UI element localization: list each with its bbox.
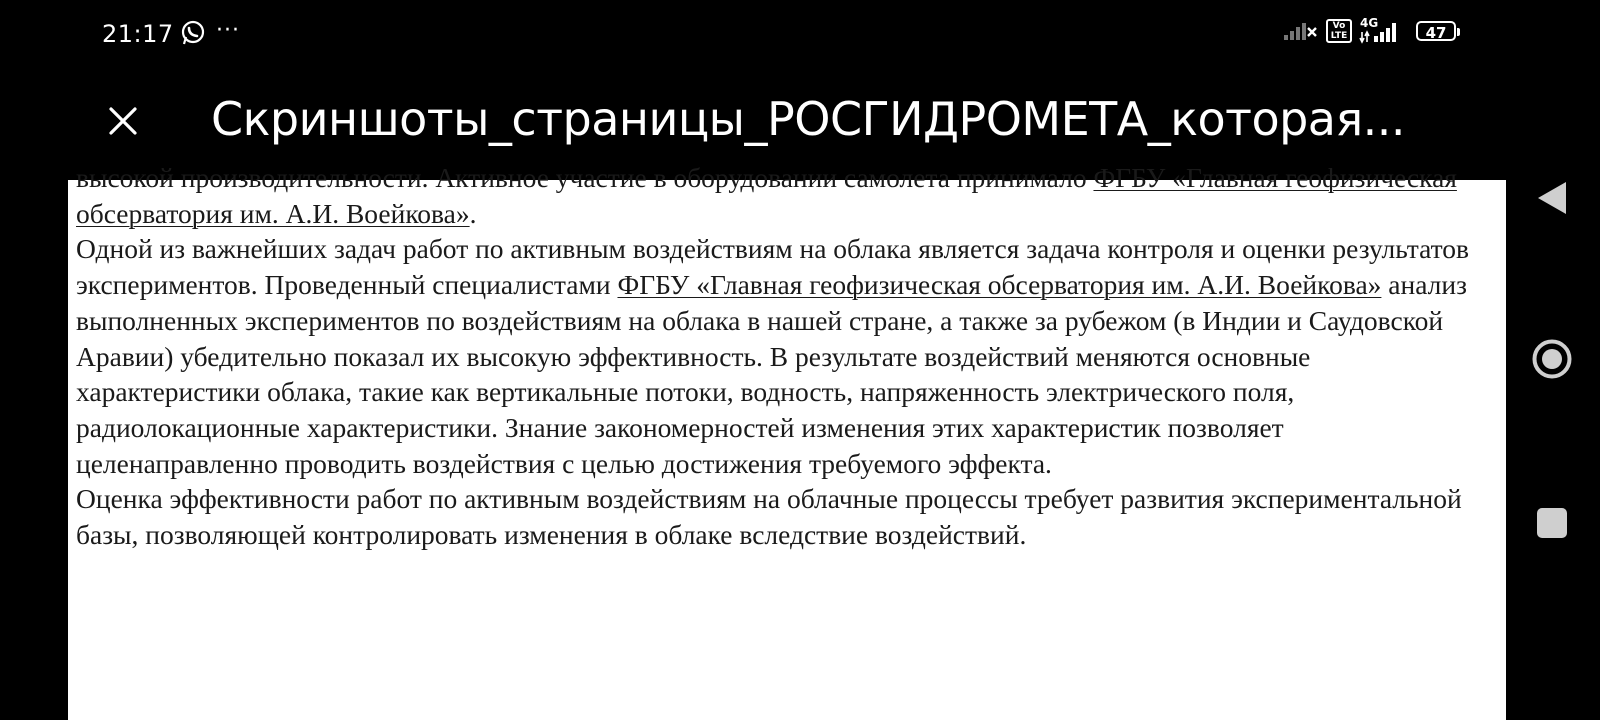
status-time: 21:17 xyxy=(102,20,174,48)
document-paragraph xyxy=(76,160,1476,231)
document-page[interactable] xyxy=(68,162,1506,720)
recents-icon[interactable] xyxy=(1537,508,1567,538)
whatsapp-icon xyxy=(180,20,206,46)
signal-icon xyxy=(1284,20,1318,42)
document-paragraph xyxy=(76,481,1476,552)
paragraph-text: Оценка эффективности работ по активным воздействиям на облачные процессы требует развития экспериментальной базы, позволяющей контролировать изменения в облаке вследствие воздействий. xyxy=(76,483,1462,551)
status-more-icon: ··· xyxy=(216,18,240,43)
status-bar xyxy=(68,0,1506,68)
volte-icon: Vo LTE xyxy=(1326,19,1352,43)
paragraph-text: Одной из важнейших задач работ по активным воздействиям на облака является задача контроля и оценки результатов экспериментов. Проведенный специалистами xyxy=(76,233,1469,301)
network-label: 4G xyxy=(1360,16,1379,30)
close-icon[interactable] xyxy=(106,104,140,138)
system-icons xyxy=(1284,18,1456,44)
back-icon[interactable] xyxy=(1536,180,1568,216)
paragraph-text: анализ выполненных экспериментов по воздействиям на облака в нашей стране, а также за рубежом (в Индии и Саудовской Аравии) убедительно показал их высокую эффективность. В результате воздействий меняются основные характеристики облака, такие как вертикальные потоки, водность, напряженность электрического поля, радиолокационные характеристики. Знание закономерностей изменения этих характеристик позволяет целенаправленно проводить воздействия с целью достижения требуемого эффекта. xyxy=(76,269,1467,479)
paragraph-text: высокой производительности. Активное участие в оборудовании самолета принимало xyxy=(76,162,1094,193)
navigation-bar xyxy=(1506,0,1600,720)
document-title: Скриншоты_страницы_РОСГИДРОМЕТА_которая... xyxy=(211,92,1406,146)
battery-icon: 47 xyxy=(1416,21,1456,41)
organization-link[interactable]: ФГБУ «Главная геофизическая обсерватория им. А.И. Воейкова» xyxy=(76,162,1457,229)
document-text xyxy=(76,160,1476,553)
home-icon[interactable] xyxy=(1531,338,1573,380)
network-4g-icon xyxy=(1360,18,1404,44)
organization-link[interactable]: ФГБУ «Главная геофизическая обсерватория им. А.И. Воейкова» xyxy=(617,269,1382,301)
paragraph-text: . xyxy=(469,197,477,229)
document-paragraph xyxy=(76,231,1476,481)
